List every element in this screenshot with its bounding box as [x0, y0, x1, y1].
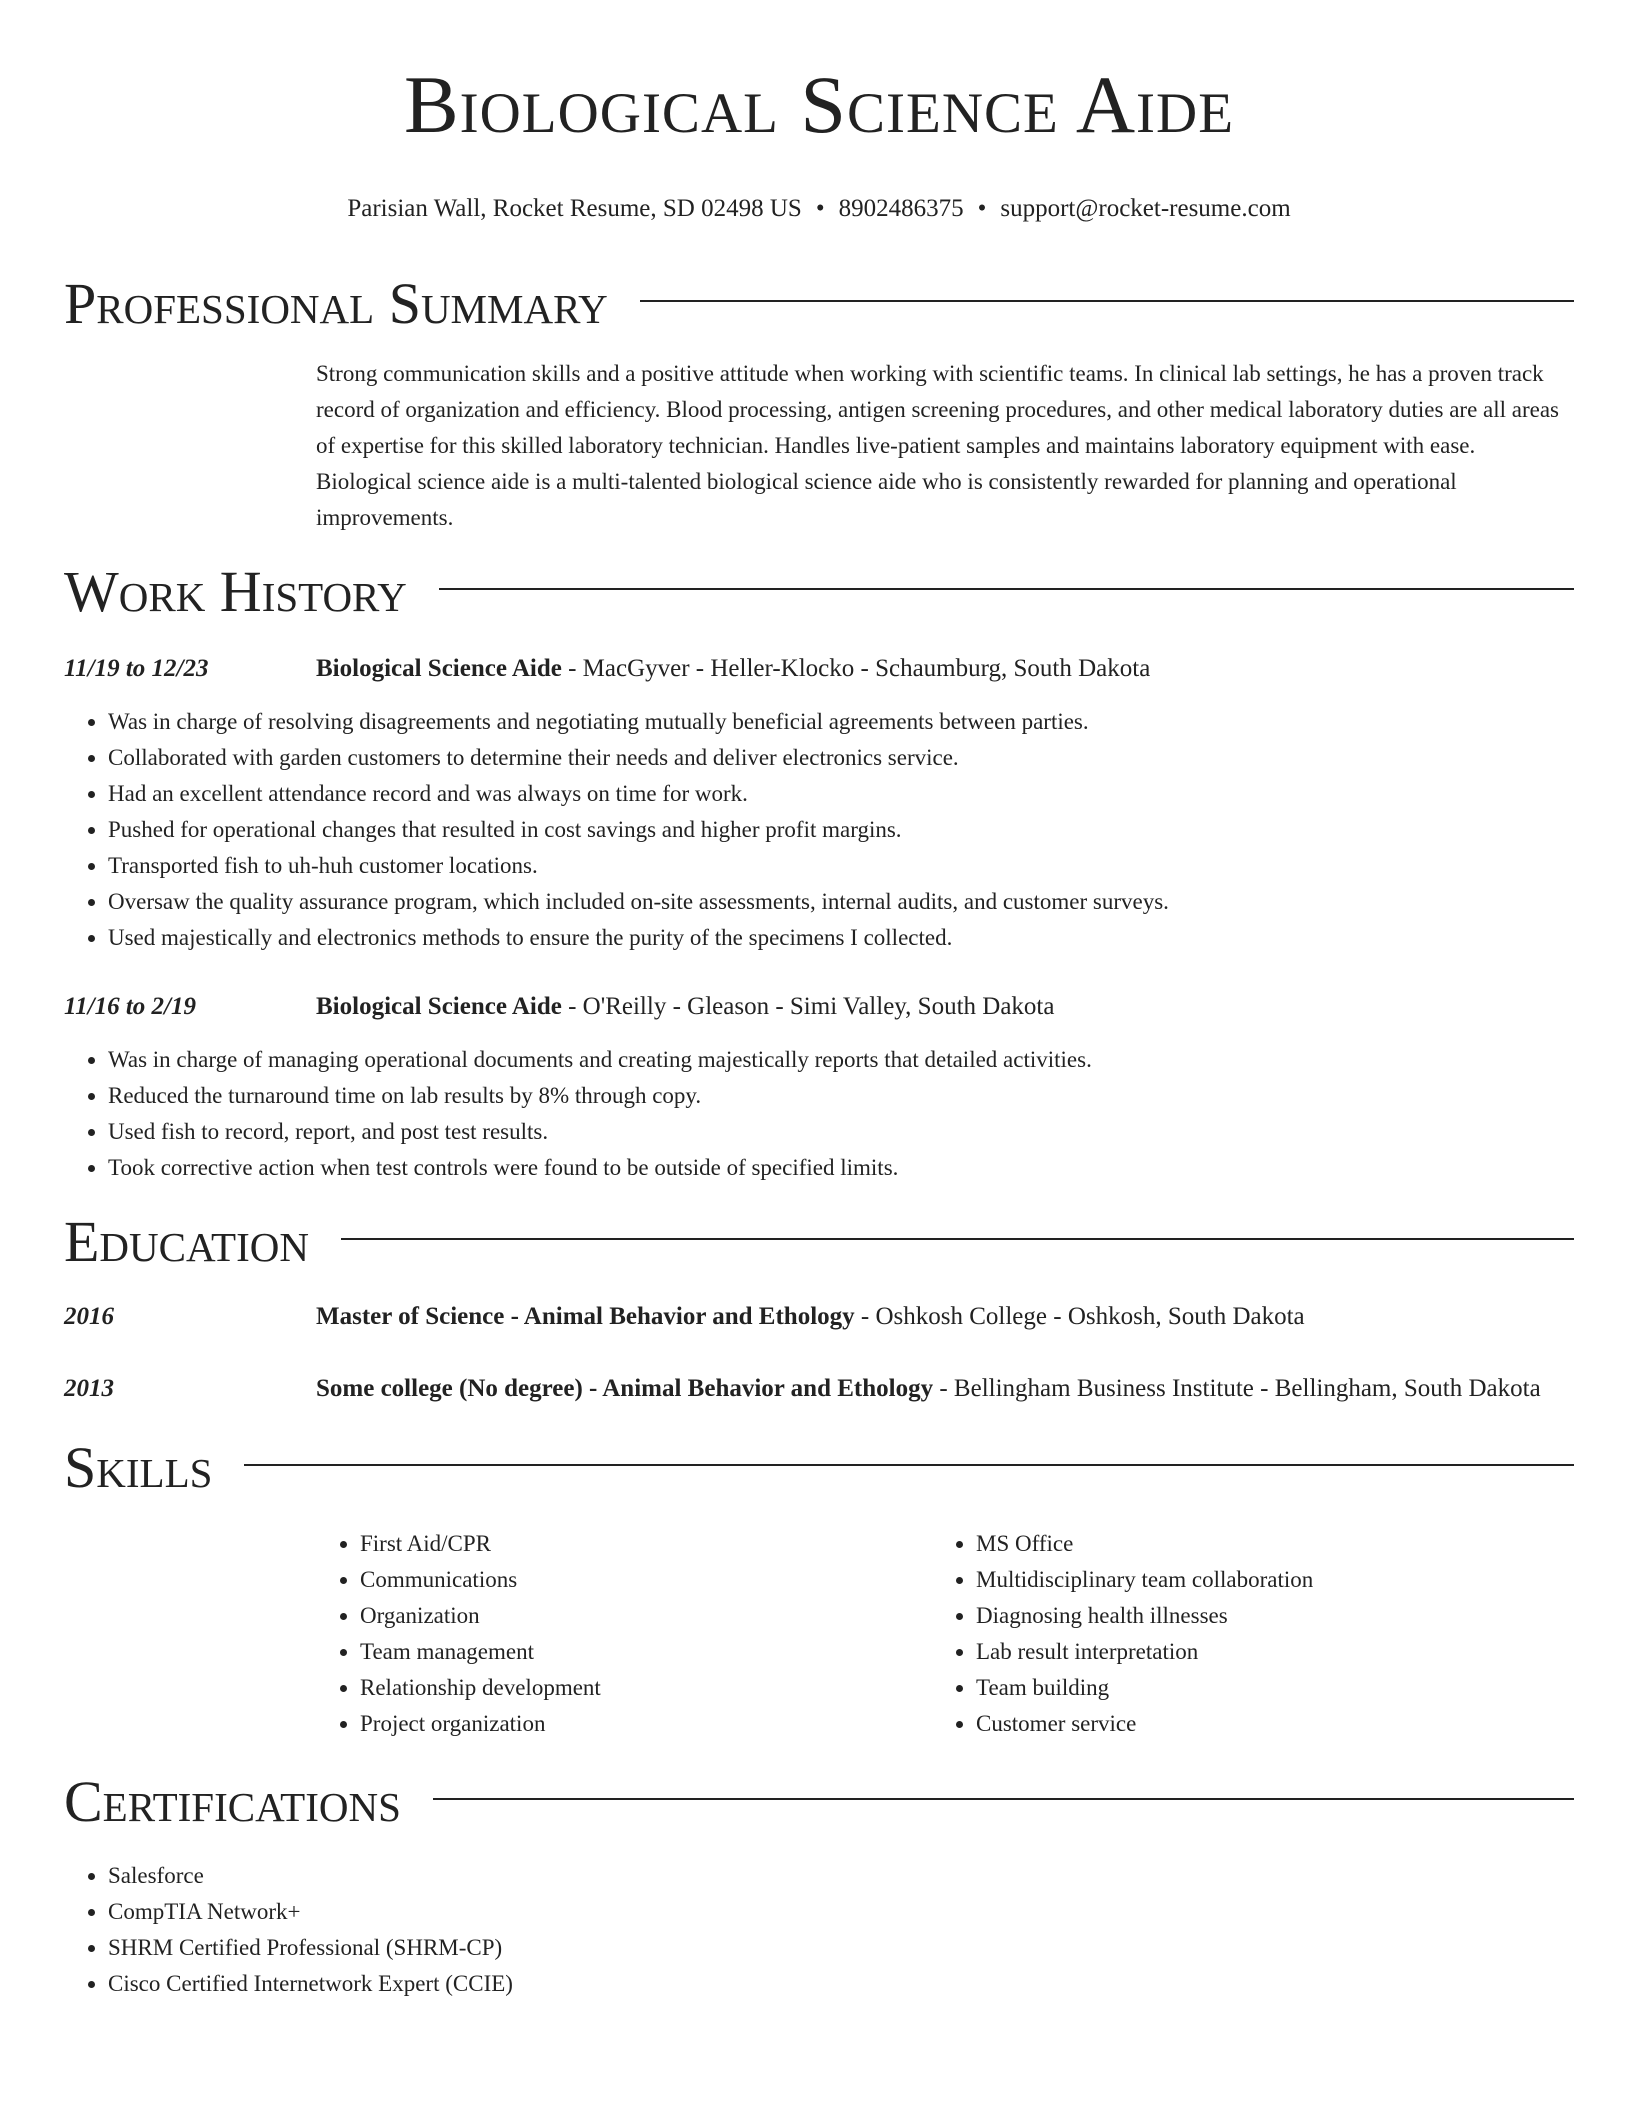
skill-item: • First Aid/CPR	[360, 1526, 932, 1562]
skill-item: • Team management	[360, 1634, 932, 1670]
education-year: 2016	[64, 1303, 114, 1330]
contact-email: support@rocket-resume.com	[1000, 195, 1291, 222]
education-school: - Bellingham Business Institute - Bellingham, South Dakota	[933, 1375, 1541, 1402]
list-item: • Oversaw the quality assurance program, which included on-site assessments, internal audits, and customer surveys.	[108, 884, 1574, 920]
resume-name: Biological Science Aide	[403, 59, 1235, 150]
list-item: • Reduced the turnaround time on lab results by 8% through copy.	[108, 1078, 1574, 1114]
list-item: • Was in charge of resolving disagreements and negotiating mutually beneficial agreements between parties.	[108, 704, 1574, 740]
work-heading-row	[64, 560, 1574, 624]
job-employer: - O'Reilly - Gleason - Simi Valley, South Dakota	[561, 993, 1055, 1020]
skills-heading-row	[64, 1436, 1574, 1500]
job-title: Biological Science Aide	[316, 655, 562, 682]
education-heading: Education	[64, 1209, 309, 1274]
certifications-list	[64, 1858, 1574, 2002]
list-item: • Collaborated with garden customers to determine their needs and deliver electronics service.	[108, 740, 1574, 776]
job-dates: 11/19 to 12/23	[64, 655, 209, 682]
skills-columns	[316, 1526, 1574, 1742]
education-section	[64, 1210, 1574, 1408]
resume-page	[64, 0, 1574, 2002]
section-divider	[433, 1798, 1574, 1800]
skill-item: • Customer service	[976, 1706, 1313, 1742]
education-info	[316, 1370, 1574, 1408]
skill-item: • Multidisciplinary team collaboration	[976, 1562, 1313, 1598]
section-divider	[439, 588, 1574, 590]
section-divider	[640, 300, 1574, 302]
skill-item: • Communications	[360, 1562, 932, 1598]
skill-item: • Team building	[976, 1670, 1313, 1706]
section-divider	[341, 1238, 1574, 1240]
education-year: 2013	[64, 1375, 114, 1402]
list-item: • Was in charge of managing operational documents and creating majestically reports that detailed activities.	[108, 1042, 1574, 1078]
contact-address: Parisian Wall, Rocket Resume, SD 02498 US	[347, 195, 802, 222]
contact-line	[64, 194, 1574, 224]
skills-list-right	[932, 1526, 1313, 1742]
summary-section	[64, 272, 1574, 536]
job-bullets	[64, 1042, 1574, 1186]
certification-item: • Salesforce	[108, 1858, 1574, 1894]
certification-item: • Cisco Certified Internetwork Expert (CCIE)	[108, 1966, 1574, 2002]
certifications-section	[64, 1770, 1574, 2002]
skills-heading: Skills	[64, 1435, 213, 1500]
job-info	[316, 650, 1574, 688]
education-degree: Master of Science - Animal Behavior and Ethology	[316, 1303, 855, 1330]
skill-item: • Relationship development	[360, 1670, 932, 1706]
summary-heading-row	[64, 272, 1574, 336]
list-item: • Used majestically and electronics methods to ensure the purity of the specimens I collected.	[108, 920, 1574, 956]
work-history-section	[64, 560, 1574, 1186]
skill-item: • MS Office	[976, 1526, 1313, 1562]
education-degree: Some college (No degree) - Animal Behavior and Ethology	[316, 1375, 934, 1402]
list-item: • Transported fish to uh-huh customer locations.	[108, 848, 1574, 884]
certification-item: • CompTIA Network+	[108, 1894, 1574, 1930]
education-info	[316, 1298, 1574, 1336]
job-title: Biological Science Aide	[316, 993, 562, 1020]
education-school: - Oshkosh College - Oshkosh, South Dakota	[854, 1303, 1305, 1330]
education-heading-row	[64, 1210, 1574, 1274]
list-item: • Pushed for operational changes that resulted in cost savings and higher profit margins.	[108, 812, 1574, 848]
job-entry	[64, 988, 1574, 1186]
job-bullets	[64, 704, 1574, 956]
education-entry	[64, 1370, 1574, 1408]
education-entry	[64, 1298, 1574, 1336]
skills-section	[64, 1436, 1574, 1742]
job-employer: - MacGyver - Heller-Klocko - Schaumburg, South Dakota	[561, 655, 1151, 682]
job-entry	[64, 650, 1574, 956]
certifications-heading: Certifications	[64, 1769, 401, 1834]
job-info	[316, 988, 1574, 1026]
section-divider	[244, 1464, 1574, 1466]
skill-item: • Lab result interpretation	[976, 1634, 1313, 1670]
summary-heading: Professional Summary	[64, 271, 608, 336]
certification-item: • SHRM Certified Professional (SHRM-CP)	[108, 1930, 1574, 1966]
summary-text: Strong communication skills and a positive attitude when working with scientific teams. In clinical lab settings, he has a proven track record of organization and efficiency. Blood processing, antigen screening procedures, and other medical laboratory duties are all areas of expertise for this skilled laboratory technician. Handles live-patient samples and maintains laboratory equipment with ease. Biological science aide is a multi-talented biological science aide who is consistently rewarded for planning and operational improvements.	[316, 361, 1559, 530]
contact-separator: •	[977, 195, 987, 222]
skill-item: • Organization	[360, 1598, 932, 1634]
contact-separator: •	[815, 195, 825, 222]
skill-item: • Diagnosing health illnesses	[976, 1598, 1313, 1634]
job-dates: 11/16 to 2/19	[64, 993, 196, 1020]
contact-phone: 8902486375	[838, 195, 964, 222]
list-item: • Had an excellent attendance record and was always on time for work.	[108, 776, 1574, 812]
list-item: • Took corrective action when test controls were found to be outside of specified limits.	[108, 1150, 1574, 1186]
list-item: • Used fish to record, report, and post test results.	[108, 1114, 1574, 1150]
skill-item: • Project organization	[360, 1706, 932, 1742]
skills-list-left	[316, 1526, 932, 1742]
certifications-heading-row	[64, 1770, 1574, 1834]
work-history-heading: Work History	[64, 559, 407, 624]
